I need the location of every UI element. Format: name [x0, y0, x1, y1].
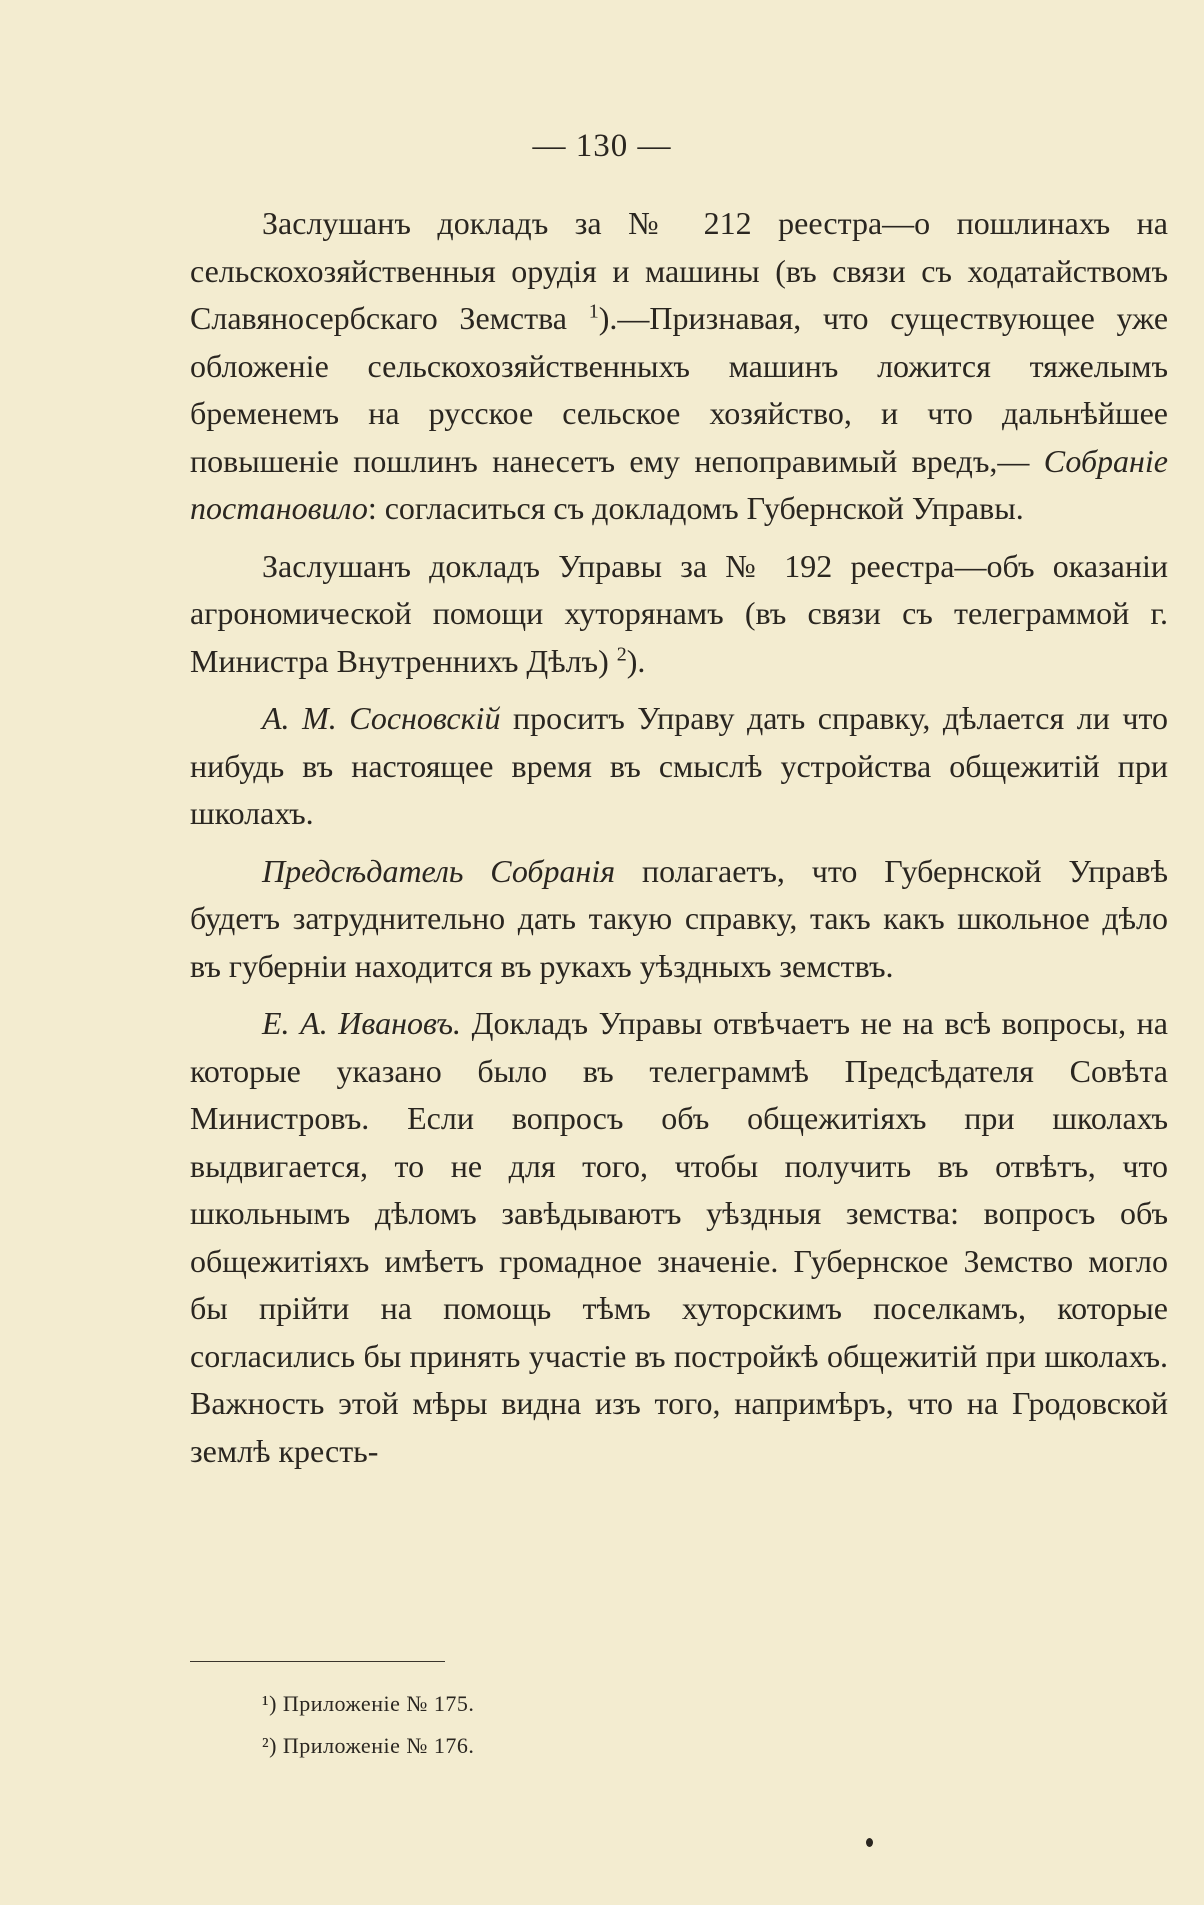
resolution-phrase: Собраніе постановило — [190, 442, 1168, 526]
speaker-name: А. М. Сосновскій — [262, 700, 501, 736]
ink-speck — [866, 1838, 873, 1847]
footnote-1: ¹) Приложеніе № 175. — [262, 1691, 475, 1716]
footnotes — [262, 1683, 474, 1767]
footnote-2: ²) Приложеніе № 176. — [262, 1733, 475, 1758]
body-text — [190, 200, 1168, 1475]
paragraph-chairman: Предсѣдатель Собранія полагаетъ, что Губернской Управѣ будетъ затруднительно дать такую справку, такъ какъ школьное дѣло въ губерніи находится въ рукахъ уѣздныхъ земствъ. — [190, 852, 1169, 984]
paragraph-ivanov: Е. А. Ивановъ. Докладъ Управы отвѣчаетъ не на всѣ вопросы, на которые указано было въ телеграммѣ Предсѣдателя Совѣта Министровъ. Если вопросъ объ общежитіяхъ при школахъ выдвигается, то не для того, чтобы получить въ отвѣтъ, что школьнымъ дѣломъ завѣдываютъ уѣздныя земства: вопросъ объ общежитіяхъ имѣетъ громадное значеніе. Губернское Земство могло бы прійти на помощь тѣмъ хуторскимъ поселкамъ, которые согласились бы принять участіе въ постройкѣ общежитій при школахъ. Важность этой мѣры видна изъ того, напримѣръ, что на Гродовской землѣ кресть- — [190, 1005, 1168, 1469]
footnote-divider — [190, 1661, 445, 1662]
paragraph-agronomic-report: Заслушанъ докладъ Управы за № 192 реестра—объ оказаніи агрономической помощи хуторянамъ (въ связи съ телеграммой г. Министра Внутреннихъ Дѣлъ) $^2$). — [190, 547, 1168, 679]
paragraph-tariff-report: Заслушанъ докладъ за № 212 реестра—о пошлинахъ на сельскохозяйственныя орудія и машины (въ связи съ ходатайствомъ Славяносербскаго Земства $^1$).—Признавая, что существующее уже обложеніе сельскохозяйственныхъ машинъ ложится тяжелымъ бременемъ на русское сельское хозяйство, и что дальнѣйшее повышеніе пошлинъ нанесетъ ему непоправимый вредъ,— Собраніе постановило: согласиться съ докладомъ Губернской Управы. — [190, 205, 1169, 526]
speaker-name: Е. А. Ивановъ. — [262, 1005, 462, 1041]
speaker-name: Предсѣдатель Собранія — [262, 852, 616, 889]
footnote-ref-1: 1 — [588, 300, 599, 323]
paragraph-sosnovsky: А. М. Сосновскій проситъ Управу дать справку, дѣлается ли что нибудь въ настоящее время въ смыслѣ устройства общежитій при школахъ. — [190, 700, 1169, 831]
page-number: — 130 — — [532, 128, 672, 164]
footnote-ref-2: 2 — [616, 642, 627, 665]
